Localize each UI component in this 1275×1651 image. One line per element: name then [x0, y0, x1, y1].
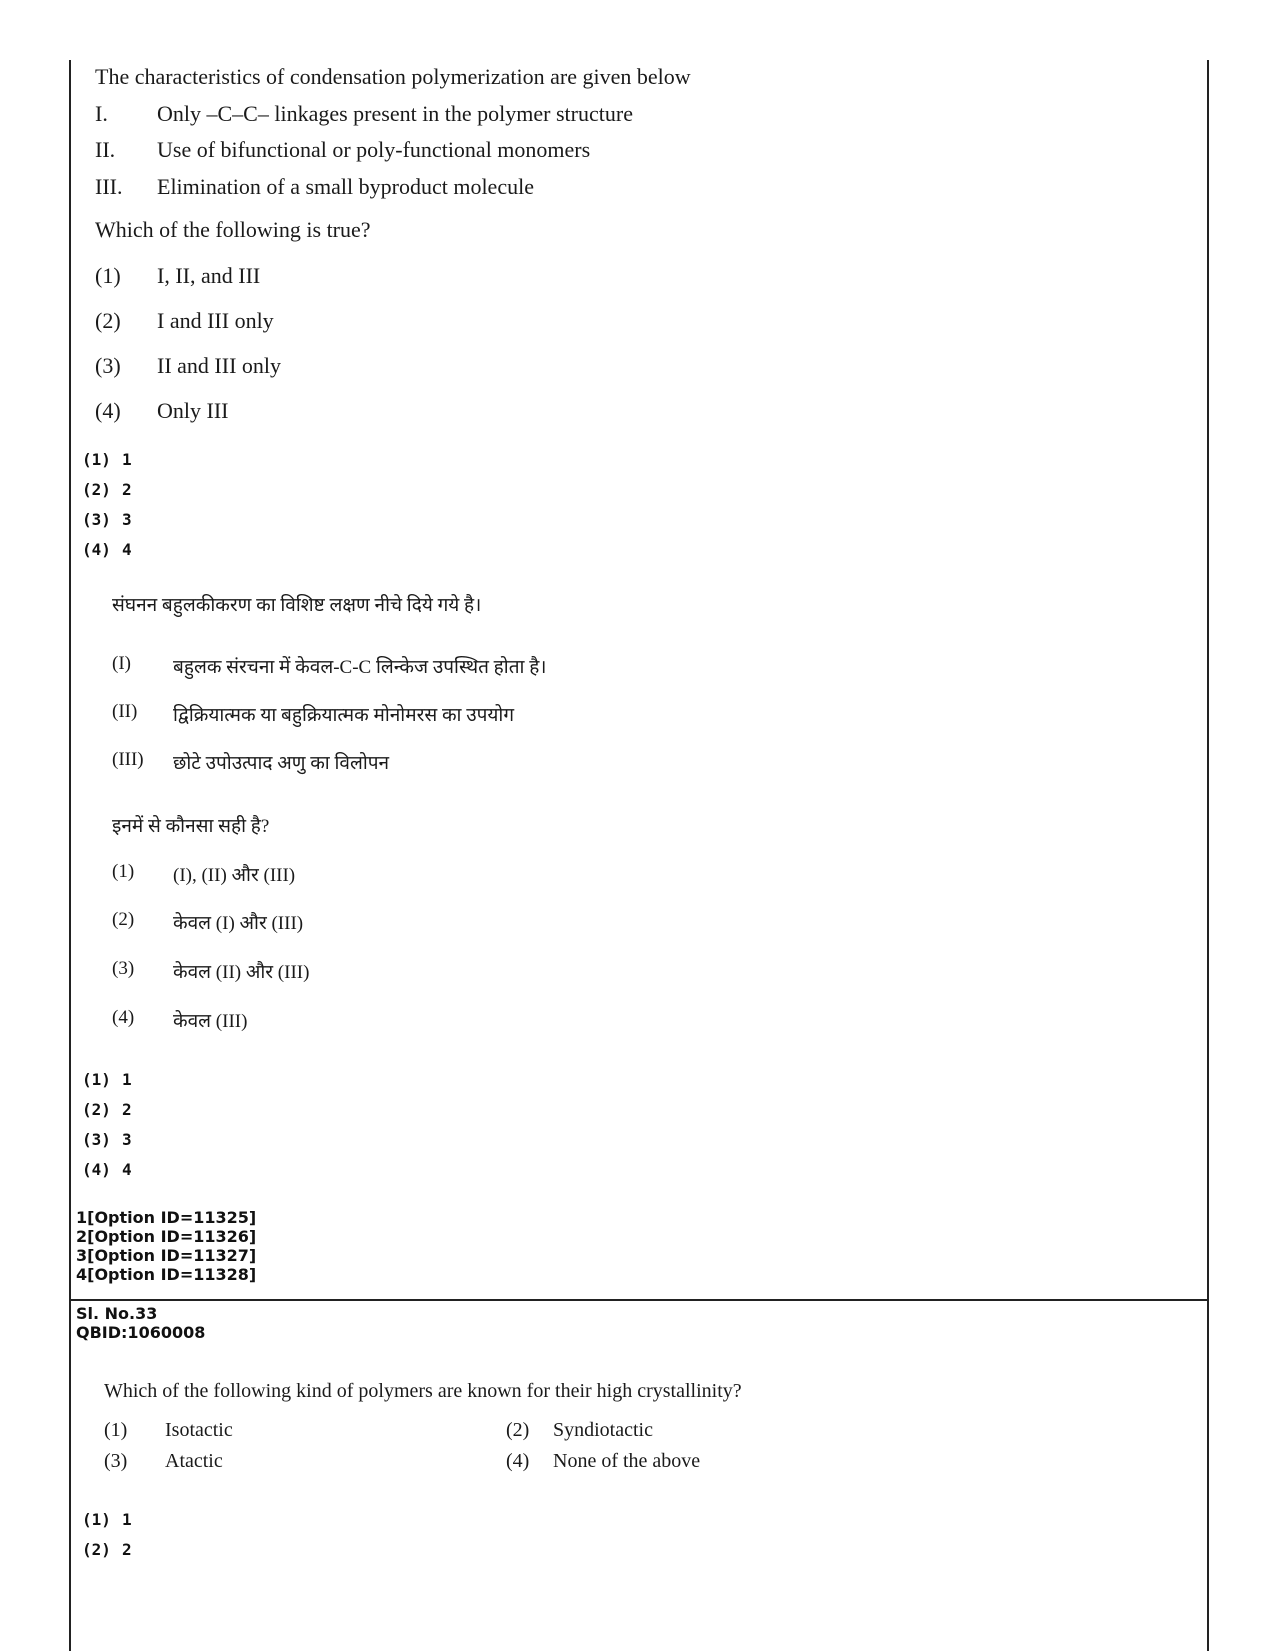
left-border — [69, 60, 71, 1651]
option-id: 4[Option ID=11328] — [76, 1265, 257, 1284]
q32-hindi-option-4-text: केवल (III) — [173, 1011, 248, 1032]
q32-hindi-statement-2-num: (II) — [112, 701, 138, 722]
q32-statement-3 — [95, 174, 122, 200]
q32-hindi-statement-1-text: बहुलक संरचना में केवल-C-C लिन्केज उपस्थित होता है। — [173, 657, 547, 678]
answer-row: (1) 1 — [82, 1070, 132, 1089]
q32-hindi-statement-3-text: छोटे उपोउत्पाद अणु का विलोपन — [173, 753, 390, 774]
answer-row: (2) 2 — [82, 1540, 132, 1559]
q32-stem: The characteristics of condensation polymerization are given below — [95, 64, 691, 89]
q32-hindi-option-1-num: (1) — [112, 861, 135, 882]
q32-hindi-statement-3-num: (III) — [112, 749, 144, 770]
answer-row: (3) 3 — [82, 1130, 132, 1149]
answer-row: (3) 3 — [82, 510, 132, 529]
option-id-block — [76, 1208, 256, 1284]
q33-option-2-num: (2) — [506, 1419, 530, 1441]
q33-question: Which of the following kind of polymers are known for their high crystallinity? — [104, 1380, 742, 1402]
q32-hindi-option-4-num: (4) — [112, 1007, 135, 1028]
q32-hindi-option-2-num: (2) — [112, 909, 135, 930]
q32-statement-1-text: Only –C–C– linkages present in the polymer structure — [157, 101, 633, 126]
q33-option-4-text: None of the above — [553, 1450, 701, 1472]
q33-option-3-text: Atactic — [165, 1450, 223, 1472]
q32-hindi-stem: संघनन बहुलकीकरण का विशिष्ट लक्षण नीचे दिये गये है। — [112, 595, 482, 616]
serial-number: Sl. No.33 — [76, 1304, 158, 1323]
q32-statement-1 — [95, 101, 108, 127]
q33-option-1-num: (1) — [104, 1419, 128, 1441]
q33-option-3-num: (3) — [104, 1450, 128, 1472]
q32-option-3-text: II and III only — [157, 353, 282, 378]
q32-hindi-statement-2-text: द्विक्रियात्मक या बहुक्रियात्मक मोनोमरस का उपयोग — [173, 705, 515, 726]
q32-hindi-option-3-num: (3) — [112, 958, 135, 979]
option-id: 1[Option ID=11325] — [76, 1208, 257, 1227]
q32-option-1-text: I, II, and III — [157, 263, 261, 288]
statement-number: I. — [95, 101, 108, 126]
q32-hindi-option-3-text: केवल (II) और (III) — [173, 962, 310, 983]
q32-option-1-num: (1) — [95, 263, 121, 288]
q32-statement-2 — [95, 137, 115, 163]
q32-question: Which of the following is true? — [95, 217, 371, 242]
q33-meta — [76, 1304, 205, 1342]
right-border — [1207, 60, 1209, 1651]
statement-number: II. — [95, 137, 116, 162]
q33-option-1-text: Isotactic — [165, 1419, 233, 1441]
answer-row: (1) 1 — [82, 1510, 132, 1529]
qbid: QBID:1060008 — [76, 1323, 206, 1342]
q32-option-4-num: (4) — [95, 398, 121, 423]
answer-row: (4) 4 — [82, 1160, 132, 1179]
q32-option-2-num: (2) — [95, 308, 121, 333]
answer-row: (1) 1 — [82, 450, 132, 469]
q32-hindi-option-1-text: (I), (II) और (III) — [173, 865, 296, 886]
q32-option-2-text: I and III only — [157, 308, 274, 333]
q33-option-2-text: Syndiotactic — [553, 1419, 653, 1441]
statement-number: III. — [95, 174, 123, 199]
q32-statement-3-text: Elimination of a small byproduct molecule — [157, 174, 534, 199]
option-id: 2[Option ID=11326] — [76, 1227, 257, 1246]
q32-option-3-num: (3) — [95, 353, 121, 378]
q32-hindi-statement-1-num: (I) — [112, 653, 131, 674]
q32-option-4-text: Only III — [157, 398, 229, 423]
question-divider — [69, 1299, 1209, 1301]
answer-row: (2) 2 — [82, 1100, 132, 1119]
answer-row: (2) 2 — [82, 480, 132, 499]
q32-hindi-question: इनमें से कौनसा सही है? — [112, 816, 270, 837]
q33-option-4-num: (4) — [506, 1450, 530, 1472]
option-id: 3[Option ID=11327] — [76, 1246, 257, 1265]
q32-statement-2-text: Use of bifunctional or poly-functional monomers — [157, 137, 591, 162]
q32-hindi-option-2-text: केवल (I) और (III) — [173, 913, 304, 934]
answer-row: (4) 4 — [82, 540, 132, 559]
